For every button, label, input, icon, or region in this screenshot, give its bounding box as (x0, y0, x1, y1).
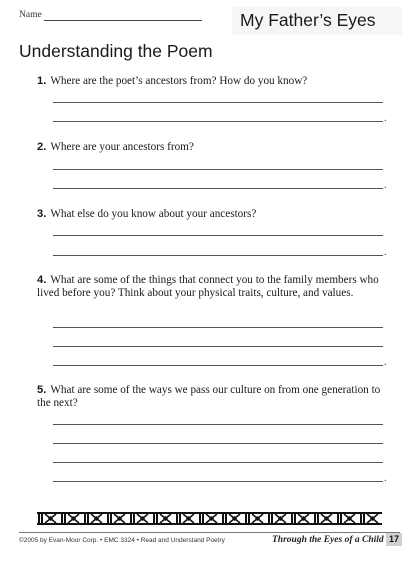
pattern-motif (314, 514, 332, 523)
answer-line[interactable] (53, 424, 383, 425)
question-text: What are some of the things that connect you to the family members who lived before you? Think about your physical traits, culture, and values. (37, 274, 379, 299)
line-end-dot: . (384, 113, 387, 124)
answer-line[interactable] (53, 255, 383, 256)
line-end-dot: . (384, 473, 387, 484)
answer-line[interactable] (53, 327, 383, 328)
tribal-pattern-icon (37, 514, 382, 523)
question-1 (37, 75, 387, 88)
answer-line[interactable] (53, 121, 383, 122)
question-number: 4. (37, 274, 47, 286)
pattern-motif (130, 514, 148, 523)
answer-line[interactable] (53, 443, 383, 444)
answer-line[interactable] (53, 188, 383, 189)
pattern-motif (199, 514, 217, 523)
answer-line[interactable] (53, 346, 383, 347)
line-end-dot: . (384, 180, 387, 191)
answer-line[interactable] (53, 462, 383, 463)
footer-book-title: Through the Eyes of a Child (272, 535, 384, 545)
question-3 (37, 208, 387, 221)
answer-line[interactable] (53, 481, 383, 482)
section-heading: Understanding the Poem (19, 41, 213, 61)
question-5 (37, 384, 387, 410)
pattern-motif (38, 514, 56, 523)
question-number: 5. (37, 384, 47, 396)
pattern-motif (176, 514, 194, 523)
worksheet-title: My Father’s Eyes (240, 10, 376, 30)
question-text: What are some of the ways we pass our culture on from one generation to the next? (37, 384, 381, 409)
question-text: What else do you know about your ancestors? (50, 208, 257, 220)
pattern-motif (268, 514, 286, 523)
pattern-motif (84, 514, 102, 523)
pattern-motif (222, 514, 240, 523)
pattern-motif (245, 514, 263, 523)
question-2 (37, 141, 387, 154)
pattern-motif (61, 514, 79, 523)
question-text: Where are the poet’s ancestors from? How do you know? (50, 75, 308, 87)
name-label: Name (19, 10, 42, 20)
pattern-motif (107, 514, 125, 523)
page-number: 17 (386, 533, 402, 546)
footer-copyright: ©2005 by Evan-Moor Corp. • EMC 3324 • Read and Understand Poetry (19, 537, 225, 544)
answer-line[interactable] (53, 102, 383, 103)
line-end-dot: . (384, 357, 387, 368)
name-write-line[interactable] (44, 20, 202, 21)
pattern-motif (153, 514, 171, 523)
question-number: 3. (37, 208, 47, 220)
question-4 (37, 274, 387, 300)
pattern-motif (291, 514, 309, 523)
question-number: 1. (37, 75, 47, 87)
answer-line[interactable] (53, 169, 383, 170)
question-number: 2. (37, 141, 47, 153)
answer-line[interactable] (53, 365, 383, 366)
line-end-dot: . (384, 247, 387, 258)
answer-line[interactable] (53, 235, 383, 236)
decorative-border-strip (37, 512, 382, 525)
question-text: Where are your ancestors from? (50, 141, 194, 153)
footer-divider (19, 532, 400, 533)
pattern-motif (360, 514, 378, 523)
pattern-motif (337, 514, 355, 523)
